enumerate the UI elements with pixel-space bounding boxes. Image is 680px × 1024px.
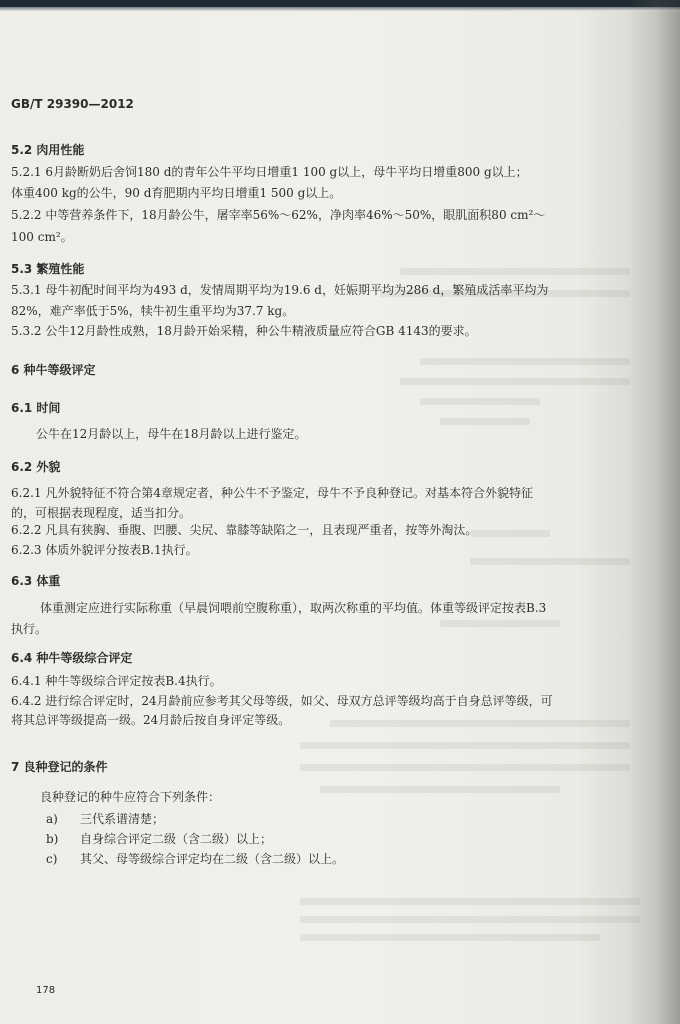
section-7-intro: 良种登记的种牛应符合下列条件： (40, 790, 221, 804)
section-5-2-heading: 5.2 肉用性能 (11, 143, 85, 157)
standard-number: GB/T 29390—2012 (11, 97, 134, 111)
page-number: 178 (36, 985, 56, 996)
list-item: 三代系谱清楚； (80, 812, 165, 826)
clause-5-3-2: 5.3.2 公牛12月龄性成熟，18月龄开始采精，种公牛精液质量应符合GB 4143的要求。 (11, 324, 477, 338)
clause-5-2-1-line1: 5.2.1 6月龄断奶后舍饲180 d的青年公牛平均日增重1 100 g以上，母牛平均日增重800 g以上； (11, 165, 528, 179)
binding-shadow (628, 0, 680, 1024)
section-6-2-heading: 6.2 外貌 (11, 460, 61, 474)
clause-5-2-2-line1: 5.2.2 中等营养条件下，18月龄公牛，屠宰率56%～62%，净肉率46%～50%，眼肌面积80 cm²～ (11, 208, 546, 222)
section-5-3-heading: 5.3 繁殖性能 (11, 262, 85, 276)
scan-top-edge (0, 0, 680, 7)
clause-6-3-line2: 执行。 (11, 622, 48, 636)
clause-5-2-1-line2: 体重400 kg的公牛，90 d育肥期内平均日增重1 500 g以上。 (11, 186, 342, 200)
clause-6-2-2: 6.2.2 凡具有狭胸、垂腹、凹腰、尖尻、靠膝等缺陷之一，且表现严重者，按等外淘汰。 (11, 523, 478, 537)
clause-5-3-1-line2: 82%，难产率低于5%，犊牛初生重平均为37.7 kg。 (11, 304, 295, 318)
section-6-heading: 6 种牛等级评定 (11, 363, 96, 377)
clause-6-4-2-line1: 6.4.2 进行综合评定时，24月龄前应参考其父母等级，如父、母双方总评等级均高于自身总评等级，可 (11, 694, 553, 708)
list-item: 其父、母等级综合评定均在二级（含二级）以上。 (80, 852, 345, 866)
clause-6-4-1: 6.4.1 种牛等级综合评定按表B.4执行。 (11, 674, 222, 688)
section-6-3-heading: 6.3 体重 (11, 574, 61, 588)
list-item: 自身综合评定二级（含二级）以上； (80, 832, 273, 846)
clause-6-2-3: 6.2.3 体质外貌评分按表B.1执行。 (11, 543, 198, 557)
clause-6-1-text: 公牛在12月龄以上，母牛在18月龄以上进行鉴定。 (36, 427, 307, 441)
clause-6-4-2-line2: 将其总评等级提高一级。24月龄后按自身评定等级。 (11, 713, 291, 727)
clause-6-2-1-line2: 的，可根据表现程度，适当扣分。 (11, 506, 192, 520)
list-item-marker: a) (46, 812, 58, 826)
clause-5-3-1-line1: 5.3.1 母牛初配时间平均为493 d，发情周期平均为19.6 d，妊娠期平均为286 d，繁殖成活率平均为 (11, 283, 549, 297)
scan-top-shadow (0, 7, 680, 11)
section-6-4-heading: 6.4 种牛等级综合评定 (11, 651, 133, 665)
clause-6-2-1-line1: 6.2.1 凡外貌特征不符合第4章规定者，种公牛不予鉴定，母牛不予良种登记。对基本符合外貌特征 (11, 486, 533, 500)
clause-5-2-2-line2: 100 cm²。 (11, 230, 73, 244)
section-6-1-heading: 6.1 时间 (11, 401, 61, 415)
list-item-marker: b) (46, 832, 59, 846)
list-item-marker: c) (46, 852, 58, 866)
section-7-heading: 7 良种登记的条件 (11, 760, 108, 774)
clause-6-3-line1: 体重测定应进行实际称重（早晨饲喂前空腹称重），取两次称重的平均值。体重等级评定按表B.3 (40, 601, 547, 615)
